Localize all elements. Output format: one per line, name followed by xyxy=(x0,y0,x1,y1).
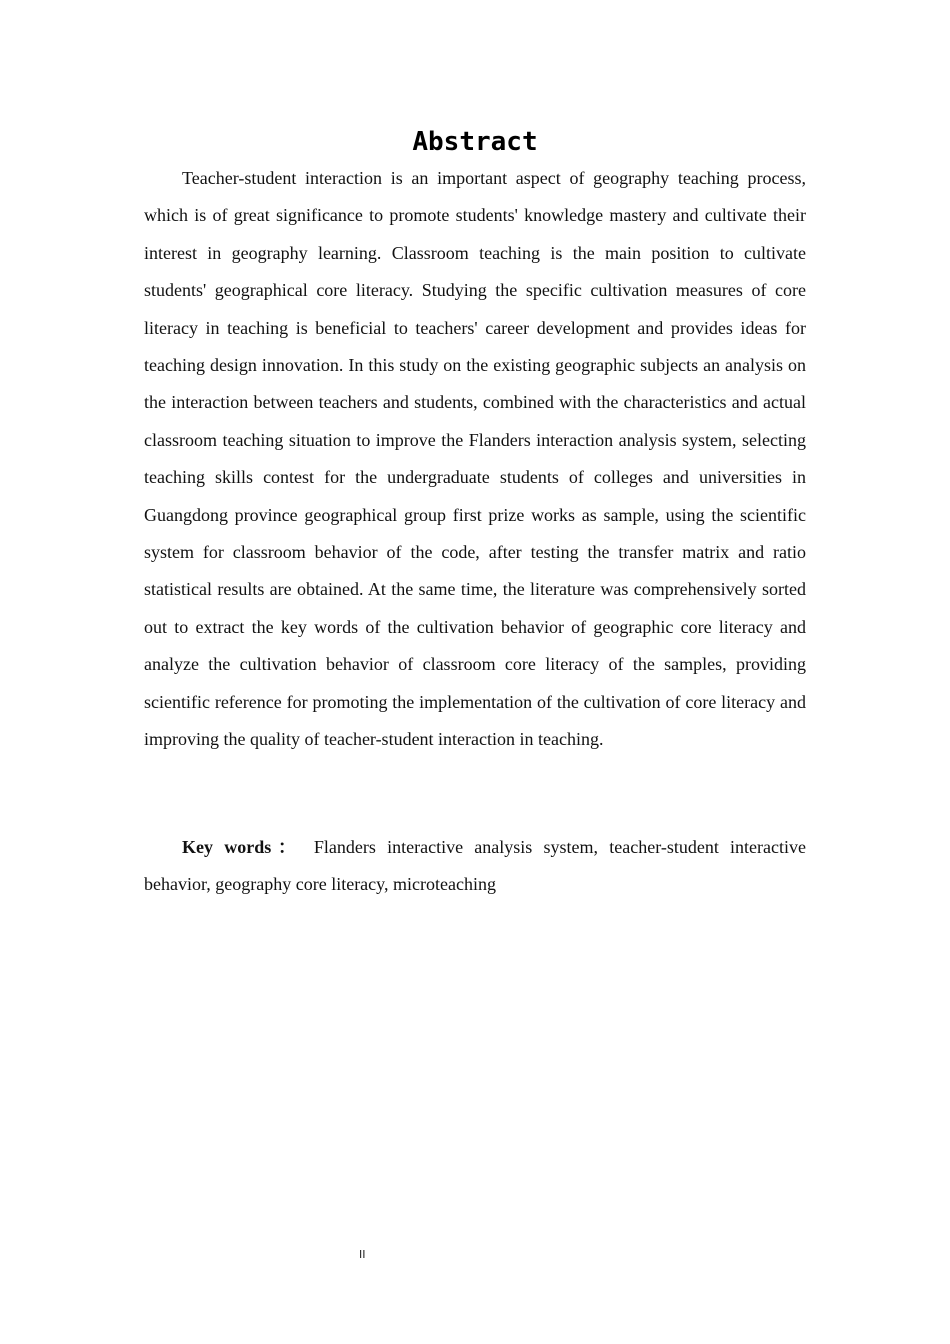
abstract-paragraph: Teacher-student interaction is an important aspect of geography teaching process, which is of great significance to promote students' knowledge mastery and cultivate their interest in geography learning. Classroom teaching is the main position to cultivate students' geographical core literacy. Studying the specific cultivation measures of core literacy in teaching is beneficial to teachers' career development and provides ideas for teaching design innovation. In this study on the existing geographic subjects an analysis on the interaction between teachers and students, combined with the characteristics and actual classroom teaching situation to improve the Flanders interaction analysis system, selecting teaching skills contest for the undergraduate students of colleges and universities in Guangdong province geographical group first prize works as sample, using the scientific system for classroom behavior of the code, after testing the transfer matrix and ratio statistical results are obtained. At the same time, the literature was comprehensively sorted out to extract the key words of the cultivation behavior of geographic core literacy and analyze the cultivation behavior of classroom core literacy of the samples, providing scientific reference for promoting the implementation of the cultivation of core literacy and improving the quality of teacher-student interaction in teaching. xyxy=(144,168,806,750)
keywords-label: Key words： xyxy=(182,837,303,857)
page-number: II xyxy=(359,1248,366,1261)
keywords-list: Flanders interactive analysis system, teacher-student interactive behavior, geography core literacy, microteaching xyxy=(144,837,806,895)
abstract-title: Abstract xyxy=(412,127,538,157)
keywords-paragraph xyxy=(144,829,806,904)
